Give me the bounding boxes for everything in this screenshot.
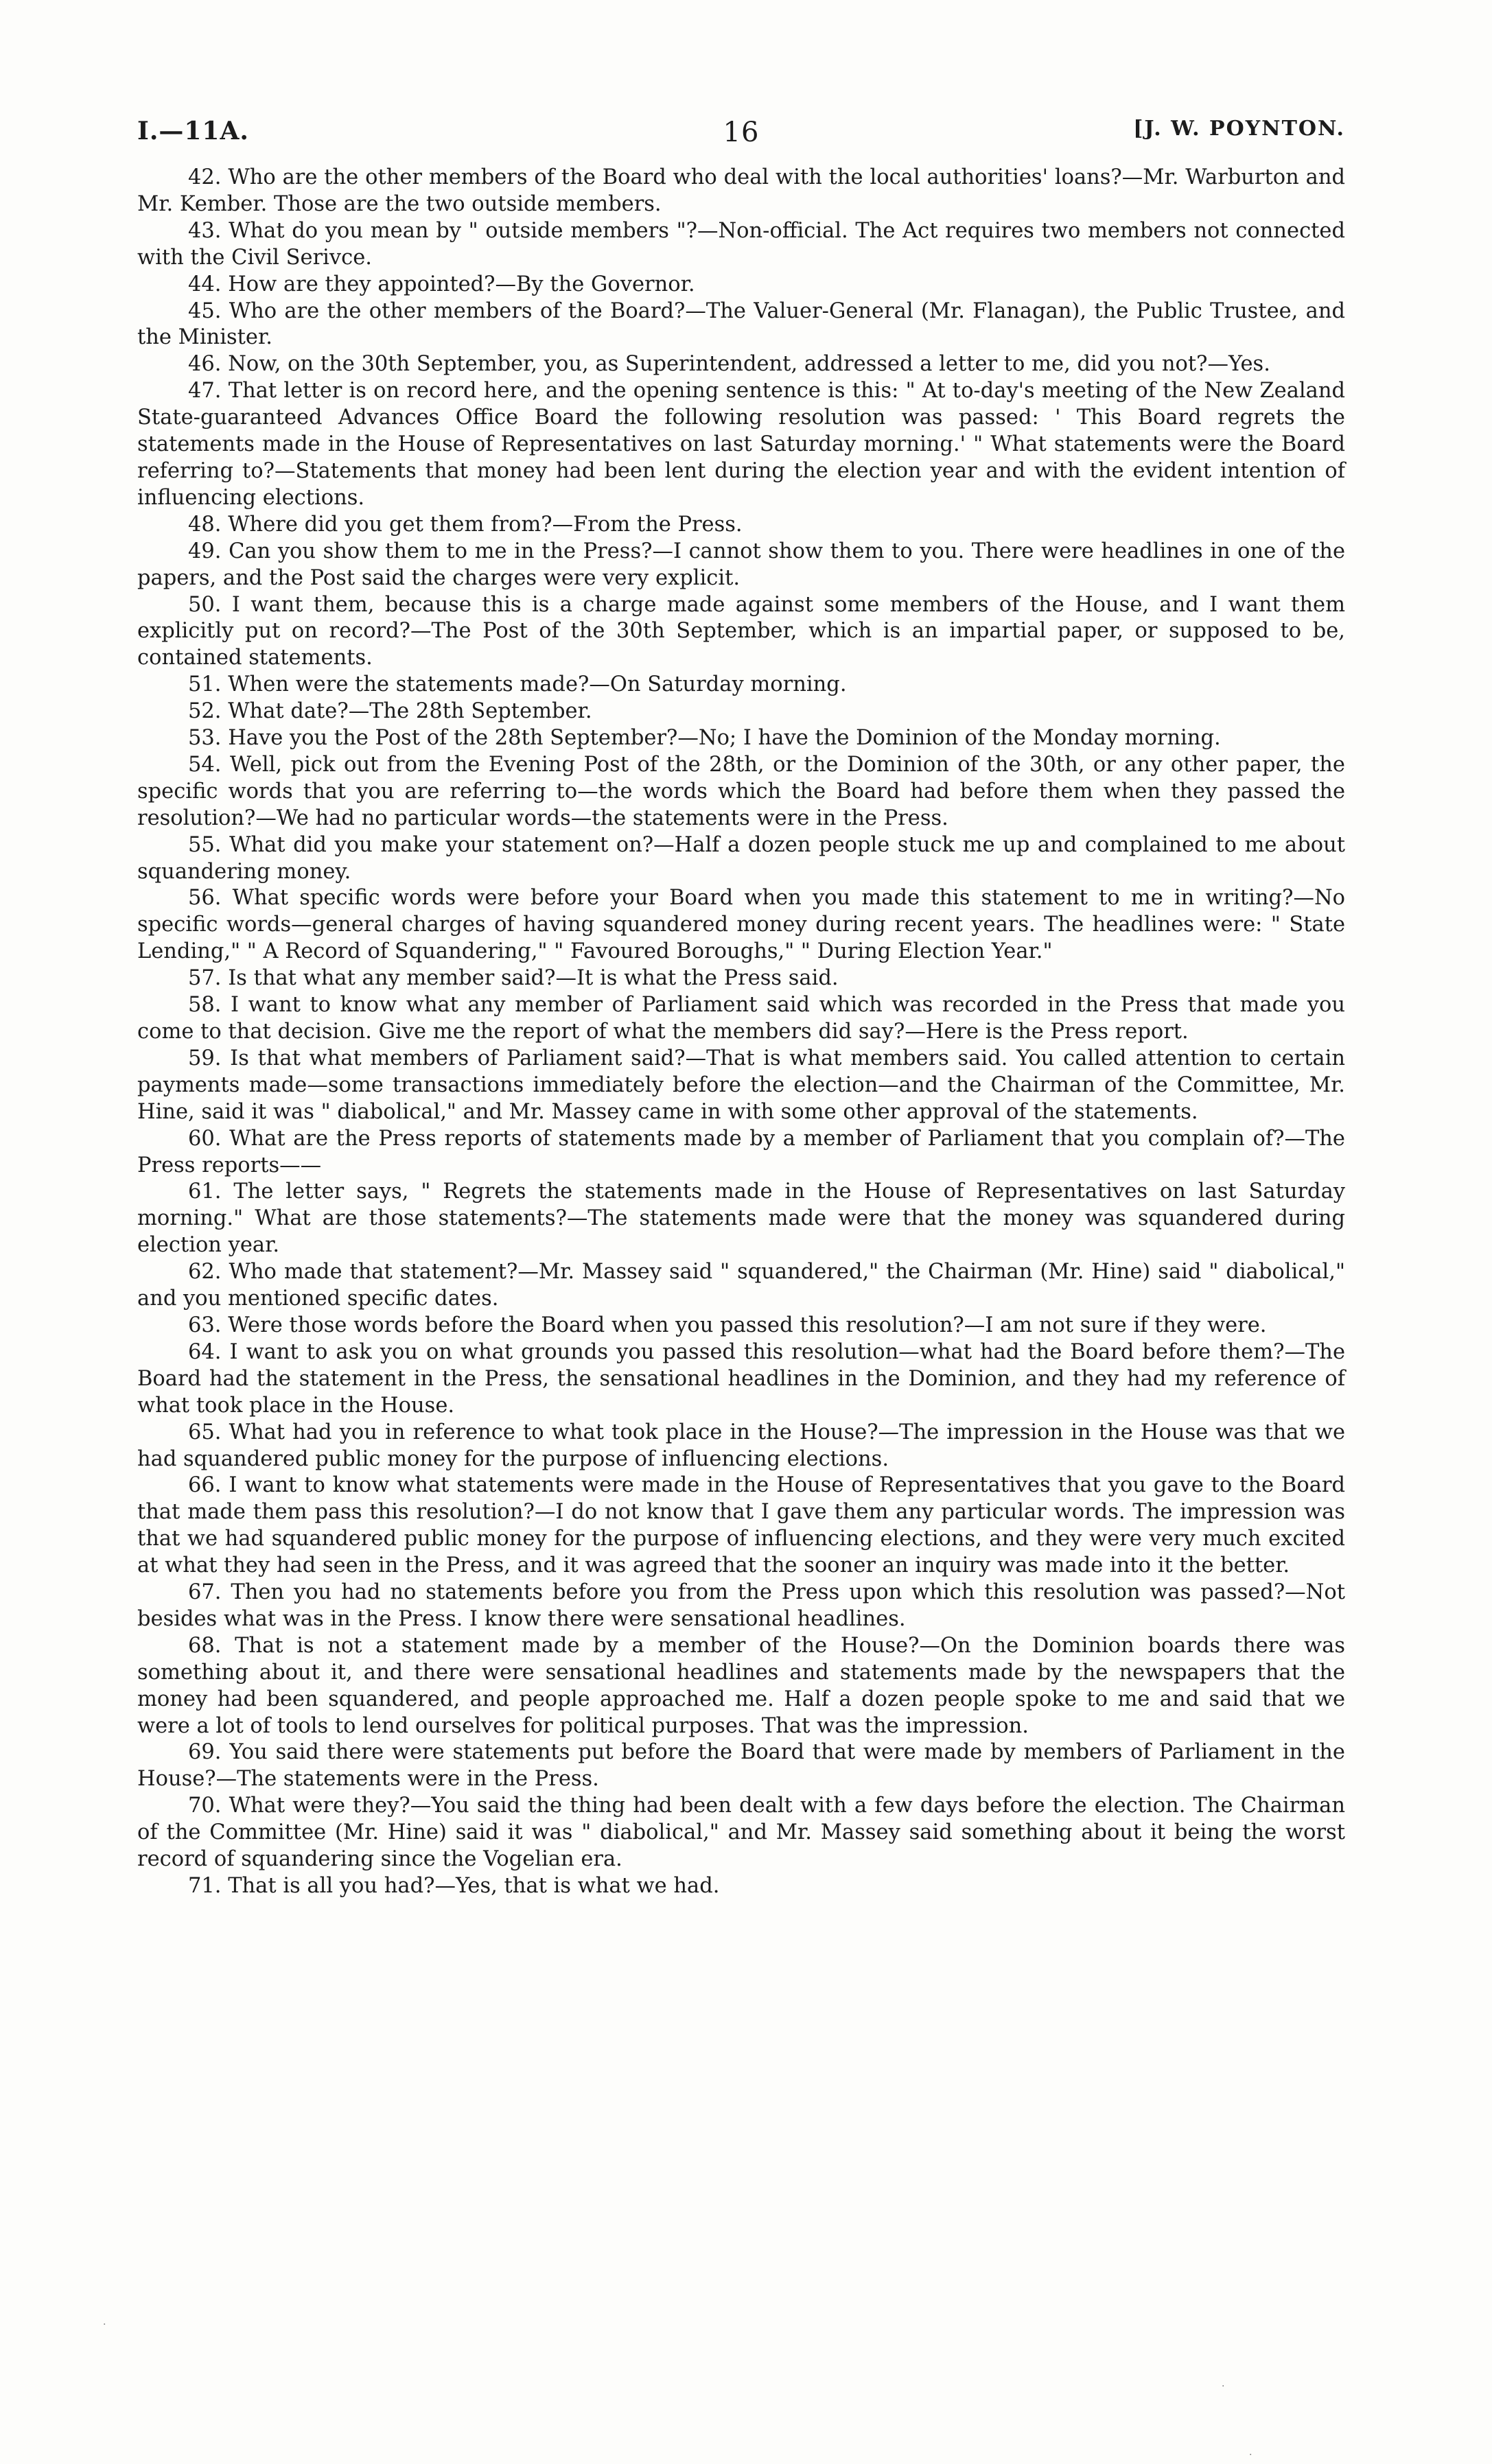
paragraph-q46: 46. Now, on the 30th September, you, as Superintendent, addressed a letter to me, did you not?—Yes. bbox=[188, 352, 1270, 377]
witness-name: [J. W. POYNTON. bbox=[1133, 117, 1345, 141]
paragraph-q67: 67. Then you had no statements before you from the Press upon which this resolution was passed?—Not besides what was in the Press. I know there were sensational headlines. bbox=[137, 1580, 1345, 1631]
paragraph-q61: 61. The letter says, " Regrets the statements made in the House of Representatives on last Saturday morning." What are those statements?—The statements made were that the money was squandered during election year. bbox=[137, 1180, 1345, 1258]
paragraph-q63: 63. Were those words before the Board when you passed this resolution?—I am not sure if they were. bbox=[188, 1313, 1267, 1337]
scan-artifact: · bbox=[103, 2319, 106, 2330]
scan-artifact: · bbox=[1222, 2381, 1225, 2392]
paragraph-q56: 56. What specific words were before your Board when you made this statement to me in writing?—No specific words—general charges of having squandered money during recent years. The headlines were: " State Lending," " A Record of Squandering," " Favoured Boroughs," " During Election Year." bbox=[137, 886, 1345, 964]
paragraph-q69: 69. You said there were statements put before the Board that were made by members of Parliament in the House?—The statements were in the Press. bbox=[137, 1740, 1345, 1792]
paragraph-q54: 54. Well, pick out from the Evening Post of the 28th, or the Dominion of the 30th, or any other paper, the specific words that you are referring to—the words which the Board had before them when they passed the resolution?—We had no particular words—the statements were in the Press. bbox=[137, 752, 1345, 830]
scan-artifact: · bbox=[1249, 2450, 1252, 2461]
paragraph-q44: 44. How are they appointed?—By the Governor. bbox=[188, 272, 695, 296]
paragraph-q62: 62. Who made that statement?—Mr. Massey said " squandered," the Chairman (Mr. Hine) said " diabolical," and you mentioned specific dates. bbox=[137, 1260, 1345, 1311]
paragraph-q51: 51. When were the statements made?—On Saturday morning. bbox=[188, 672, 847, 697]
testimony-body bbox=[137, 165, 1345, 1900]
paper-reference: I.—11A. bbox=[137, 117, 249, 145]
paragraph-q43: 43. What do you mean by " outside members "?—Non-official. The Act requires two members not connected with the Civil Serivce. bbox=[137, 218, 1345, 270]
paragraph-q68: 68. That is not a statement made by a member of the House?—On the Dominion boards there was something about it, and there were sensational headlines and statements made by the newspapers that the money had been squandered, and people approached me. Half a dozen people spoke to me and said that we were a lot of tools to lend ourselves for political purposes. That was the impression. bbox=[137, 1633, 1345, 1738]
paragraph-q64: 64. I want to ask you on what grounds you passed this resolution—what had the Board before them?—The Board had the statement in the Press, the sensational headlines in the Dominion, and they had my reference of what took place in the House. bbox=[137, 1339, 1345, 1418]
document-page bbox=[137, 117, 1345, 1900]
page-header bbox=[137, 117, 1345, 165]
paragraph-q70: 70. What were they?—You said the thing had been dealt with a few days before the election. The Chairman of the Committee (Mr. Hine) said it was " diabolical," and Mr. Massey said something about it being the worst record of squandering since the Vogelian era. bbox=[137, 1794, 1345, 1872]
paragraph-q52: 52. What date?—The 28th September. bbox=[188, 699, 592, 724]
paragraph-q65: 65. What had you in reference to what took place in the House?—The impression in the House was that we had squandered public money for the purpose of influencing elections. bbox=[137, 1420, 1345, 1471]
paragraph-q49: 49. Can you show them to me in the Press?—I cannot show them to you. There were headlines in one of the papers, and the Post said the charges were very explicit. bbox=[137, 539, 1345, 590]
paragraph-q59: 59. Is that what members of Parliament said?—That is what members said. You called attention to certain payments made—some transactions immediately before the election—and the Chairman of the Committee, Mr. Hine, said it was " diabolical," and Mr. Massey came in with some other approval of the statements. bbox=[137, 1046, 1345, 1124]
paragraph-q58: 58. I want to know what any member of Parliament said which was recorded in the Press that made you come to that decision. Give me the report of what the members did say?—Here is the Press report. bbox=[137, 993, 1345, 1044]
paragraph-q60: 60. What are the Press reports of statements made by a member of Parliament that you complain of?—The Press reports—— bbox=[137, 1126, 1345, 1177]
paragraph-q55: 55. What did you make your statement on?—Half a dozen people stuck me up and complained to me about squandering money. bbox=[137, 832, 1345, 884]
paragraph-q53: 53. Have you the Post of the 28th September?—No; I have the Dominion of the Monday morning. bbox=[188, 726, 1221, 751]
paragraph-q71: 71. That is all you had?—Yes, that is what we had. bbox=[188, 1874, 720, 1898]
paragraph-q66: 66. I want to know what statements were made in the House of Representatives that you gave to the Board that made them pass this resolution?—I do not know that I gave them any particular words. The impression was that we had squandered public money for the purpose of influencing elections, and they were very much excited at what they had seen in the Press, and it was agreed that the sooner an inquiry was made into it the better. bbox=[137, 1473, 1345, 1578]
paragraph-q48: 48. Where did you get them from?—From the Press. bbox=[188, 512, 743, 537]
paragraph-q47: 47. That letter is on record here, and the opening sentence is this: " At to-day's meeting of the New Zealand State-guaranteed Advances Office Board the following resolution was passed: ' This Board regrets the statements made in the House of Representatives on last Saturday morning.' " What statements were the Board referring to?—Statements that money had been lent during the election year and with the evident intention of influencing elections. bbox=[137, 379, 1345, 510]
page-number: 16 bbox=[723, 117, 760, 148]
paragraph-q50: 50. I want them, because this is a charge made against some members of the House, and I want them explicitly put on record?—The Post of the 30th September, which is an impartial paper, or supposed to be, contained statements. bbox=[137, 592, 1345, 670]
paragraph-q57: 57. Is that what any member said?—It is what the Press said. bbox=[188, 966, 839, 991]
paragraph-q42: 42. Who are the other members of the Board who deal with the local authorities' loans?—Mr. Warburton and Mr. Kember. Those are the two outside members. bbox=[137, 165, 1345, 216]
paragraph-q45: 45. Who are the other members of the Board?—The Valuer-General (Mr. Flanagan), the Public Trustee, and the Minister. bbox=[137, 298, 1345, 350]
